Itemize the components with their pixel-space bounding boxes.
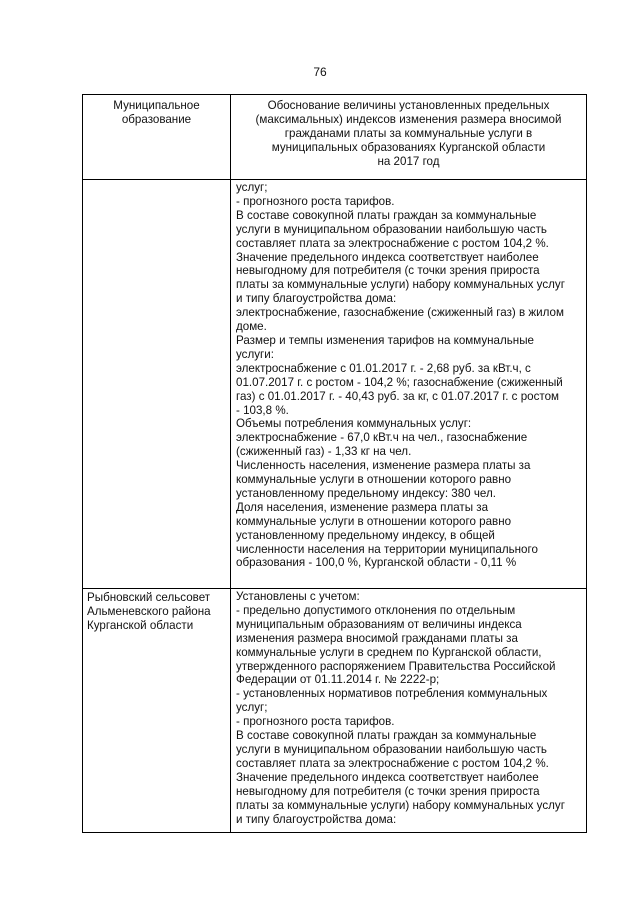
text-line: газ) с 01.01.2017 г. - 40,43 руб. за кг, с 01.07.2017 г. с ростом xyxy=(236,389,559,403)
text-line: Значение предельного индекса соответствует наиболее xyxy=(236,250,539,264)
municipality-cell xyxy=(83,180,231,589)
justification-cell xyxy=(231,589,587,833)
municipality-line: Рыбновский сельсовет xyxy=(87,591,211,604)
text-line: коммунальные услуги в отношении которого равно xyxy=(236,514,512,528)
text-line: В составе совокупной платы граждан за коммунальные xyxy=(236,729,537,743)
text-line: - прогнозного роста тарифов. xyxy=(236,715,395,729)
text-line: Установлены с учетом: xyxy=(236,590,360,603)
header-justification xyxy=(231,95,587,180)
text-line: численности населения на территории муниципального xyxy=(236,542,538,556)
text-line: составляет плата за электроснабжение с ростом 104,2 %. xyxy=(236,756,549,770)
text-line: Значение предельного индекса соответствует наиболее xyxy=(236,770,539,784)
header-text-line: Обоснование величины установленных предельных xyxy=(267,99,550,112)
text-line: установленному предельному индексу, в общей xyxy=(236,528,495,542)
text-line: услуги в муниципальном образовании наибольшую часть xyxy=(236,222,547,236)
table-header-row xyxy=(83,95,587,180)
text-line: Размер и темпы изменения тарифов на коммунальные xyxy=(236,333,534,347)
text-line: составляет плата за электроснабжение с ростом 104,2 %. xyxy=(236,236,549,250)
text-line: изменения размера вносимой гражданами платы за xyxy=(236,631,518,645)
text-line: утвержденного распоряжением Правительства Российской xyxy=(236,659,556,673)
text-line: 01.07.2017 г. с ростом - 104,2 %; газоснабжение (сжиженный xyxy=(236,375,563,389)
text-line: В составе совокупной платы граждан за коммунальные xyxy=(236,208,537,222)
header-text-line: (максимальных) индексов изменения размера вносимой xyxy=(255,112,562,126)
text-line: коммунальные услуги в среднем по Курганской области, xyxy=(236,645,542,659)
text-line: услуги в муниципальном образовании наибольшую часть xyxy=(236,742,547,756)
text-line: Численность населения, изменение размера платы за xyxy=(236,459,531,473)
text-line: невыгодному для потребителя (с точки зрения прироста xyxy=(236,264,540,278)
text-line: - 103,8 %. xyxy=(236,403,289,417)
page-number: 76 xyxy=(313,65,327,79)
text-line: и типу благоустройства дома: xyxy=(236,292,397,306)
text-line: коммунальные услуги в отношении которого равно xyxy=(236,473,512,487)
text-line: Объемы потребления коммунальных услуг: xyxy=(236,417,472,431)
text-line: муниципальным образованиям от величины индекса xyxy=(236,617,522,631)
text-line: установленному предельному индексу: 380 чел. xyxy=(236,486,496,500)
text-line: платы за коммунальные услуги) набору коммунальных услуг xyxy=(236,798,565,812)
text-line: электроснабжение - 67,0 кВт.ч на чел., газоснабжение xyxy=(236,431,528,445)
table-row xyxy=(83,180,587,589)
text-line: - установленных нормативов потребления коммунальных xyxy=(236,687,548,701)
text-line: - прогнозного роста тарифов. xyxy=(236,194,395,208)
text-line: и типу благоустройства дома: xyxy=(236,812,397,826)
text-line: услуг; xyxy=(236,701,268,715)
text-line: электроснабжение с 01.01.2017 г. - 2,68 руб. за кВт.ч, с xyxy=(236,361,531,375)
header-text-line: муниципальных образованиях Курганской области xyxy=(271,140,546,154)
justification-cell xyxy=(231,180,587,589)
header-text-line: Муниципальное xyxy=(113,99,200,112)
municipality-cell xyxy=(83,589,231,833)
municipality-line: Курганской области xyxy=(87,618,194,632)
text-line: (сжиженный газ) - 1,33 кг на чел. xyxy=(236,445,412,459)
text-line: невыгодному для потребителя (с точки зрения прироста xyxy=(236,784,540,798)
text-line: услуг; xyxy=(236,181,268,194)
text-line: доме. xyxy=(236,320,267,334)
header-text-line: образование xyxy=(121,112,192,126)
text-line: услуги: xyxy=(236,347,274,361)
municipality-line: Альменевского района xyxy=(87,604,211,618)
text-line: Доля населения, изменение размера платы за xyxy=(236,500,489,514)
header-text-line: гражданами платы за коммунальные услуги в xyxy=(284,126,533,140)
text-line: платы за коммунальные услуги) набору коммунальных услуг xyxy=(236,278,565,292)
text-line: электроснабжение, газоснабжение (сжиженный газ) в жилом xyxy=(236,306,564,320)
justification-table xyxy=(82,94,587,833)
table-row xyxy=(83,589,587,833)
text-line: - предельно допустимого отклонения по отдельным xyxy=(236,603,516,617)
header-text-line: на 2017 год xyxy=(377,154,440,168)
text-line: Федерации от 01.11.2014 г. № 2222-р; xyxy=(236,673,440,687)
header-municipality xyxy=(83,95,231,180)
text-line: образования - 100,0 %, Курганской области - 0,11 % xyxy=(236,556,517,570)
